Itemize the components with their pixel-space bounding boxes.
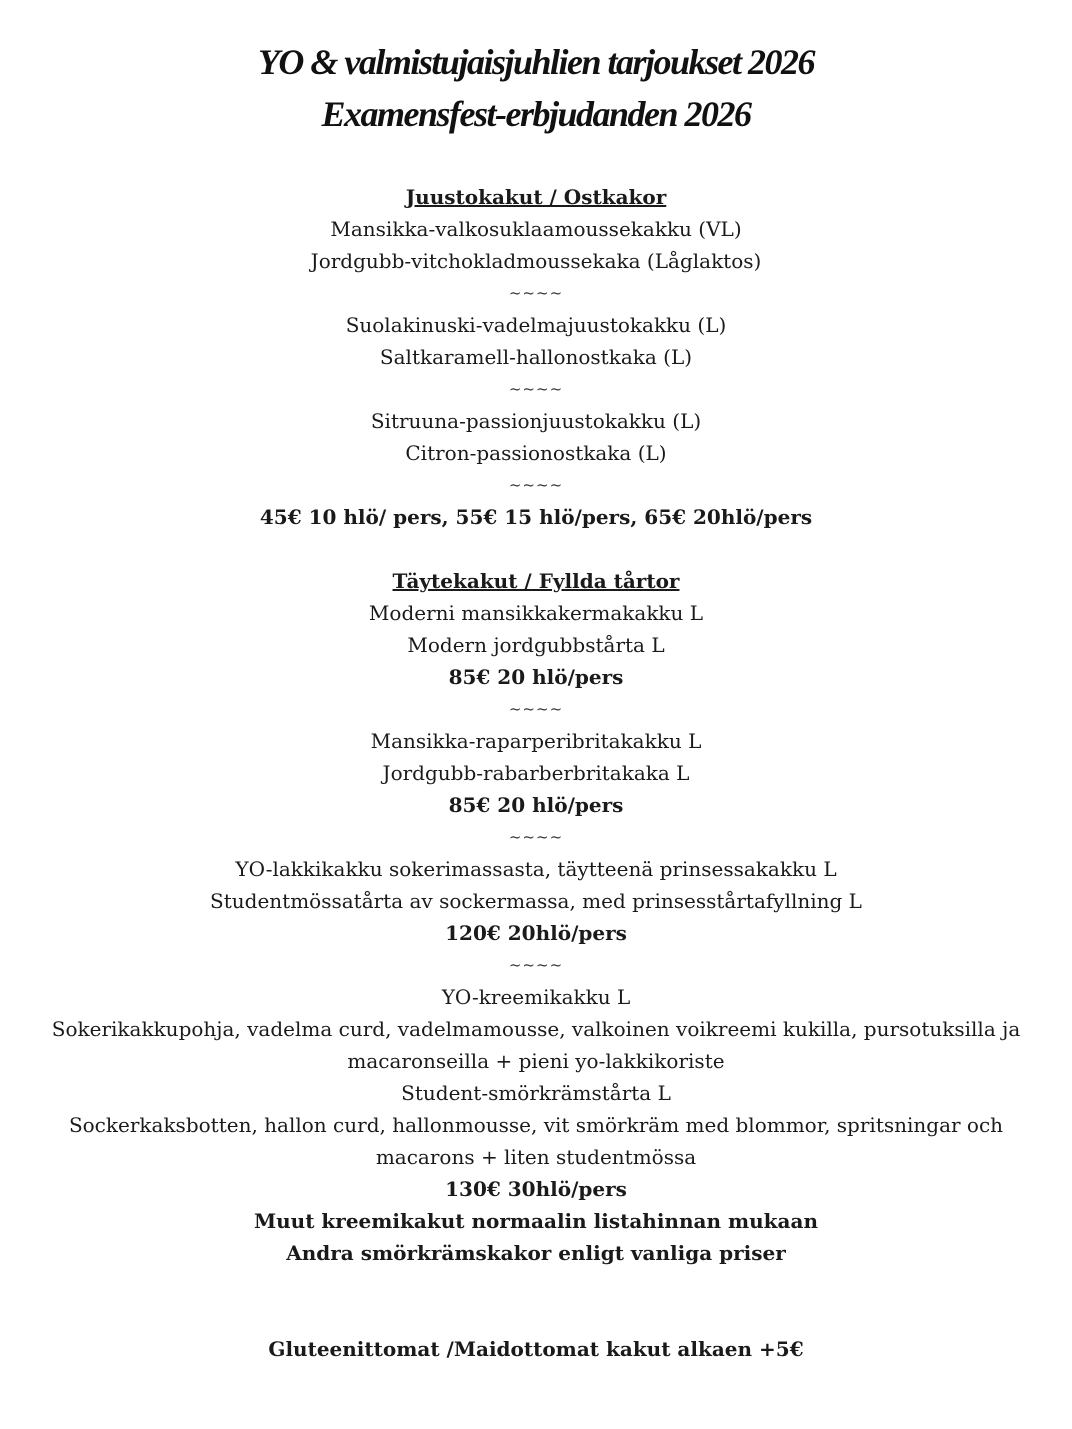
menu-item: Mansikka-raparperibritakakku L bbox=[370, 729, 702, 753]
menu-item: Saltkaramell-hallonostkaka (L) bbox=[379, 345, 693, 369]
separator: ~~~~ bbox=[508, 284, 564, 302]
price-line: 85€ 20 hlö/pers bbox=[448, 793, 624, 817]
note-line: Andra smörkrämskakor enligt vanliga priser bbox=[286, 1241, 786, 1265]
section-heading-cheesecakes: Juustokakut / Ostkakor bbox=[405, 185, 667, 209]
footer-note: Gluteenittomat /Maidottomat kakut alkaen +5€ bbox=[268, 1337, 804, 1361]
note-line: Muut kreemikakut normaalin listahinnan mukaan bbox=[254, 1209, 818, 1233]
menu-item: Studentmössatårta av sockermassa, med prinsesstårtafyllning L bbox=[210, 889, 862, 913]
menu-item-description: macarons + liten studentmössa bbox=[375, 1145, 697, 1169]
separator: ~~~~ bbox=[508, 476, 564, 494]
price-line: 120€ 20hlö/pers bbox=[445, 921, 627, 945]
menu-item: Student-smörkrämstårta L bbox=[401, 1081, 671, 1105]
menu-item-description: Sokerikakkupohja, vadelma curd, vadelmamousse, valkoinen voikreemi kukilla, pursotuksilla ja bbox=[51, 1017, 1021, 1041]
separator: ~~~~ bbox=[508, 828, 564, 846]
separator: ~~~~ bbox=[508, 380, 564, 398]
menu-item: Mansikka-valkosuklaamoussekakku (VL) bbox=[330, 217, 742, 241]
menu-item-description: Sockerkaksbotten, hallon curd, hallonmousse, vit smörkräm med blommor, spritsningar och bbox=[68, 1113, 1004, 1137]
price-line: 130€ 30hlö/pers bbox=[445, 1177, 627, 1201]
price-line: 45€ 10 hlö/ pers, 55€ 15 hlö/pers, 65€ 20hlö/pers bbox=[259, 505, 813, 529]
price-line: 85€ 20 hlö/pers bbox=[448, 665, 624, 689]
menu-item: YO-kreemikakku L bbox=[441, 985, 631, 1009]
document-title-swedish: Examensfest-erbjudanden 2026 bbox=[321, 94, 751, 134]
separator: ~~~~ bbox=[508, 700, 564, 718]
section-heading-filled-cakes: Täytekakut / Fyllda tårtor bbox=[392, 569, 680, 593]
document-title-finnish: YO & valmistujaisjuhlien tarjoukset 2026 bbox=[257, 42, 815, 82]
menu-item: Suolakinuski-vadelmajuustokakku (L) bbox=[345, 313, 727, 337]
menu-item: Jordgubb-vitchokladmoussekaka (Låglaktos) bbox=[310, 249, 762, 273]
menu-item: Modern jordgubbstårta L bbox=[407, 633, 665, 657]
separator: ~~~~ bbox=[508, 956, 564, 974]
menu-item: Jordgubb-rabarberbritakaka L bbox=[382, 761, 690, 785]
menu-item: YO-lakkikakku sokerimassasta, täytteenä prinsessakakku L bbox=[235, 857, 837, 881]
menu-item: Citron-passionostkaka (L) bbox=[405, 441, 667, 465]
menu-item: Sitruuna-passionjuustokakku (L) bbox=[370, 409, 702, 433]
menu-item: Moderni mansikkakermakakku L bbox=[368, 601, 704, 625]
menu-item-description: macaronseilla + pieni yo-lakkikoriste bbox=[347, 1049, 725, 1073]
